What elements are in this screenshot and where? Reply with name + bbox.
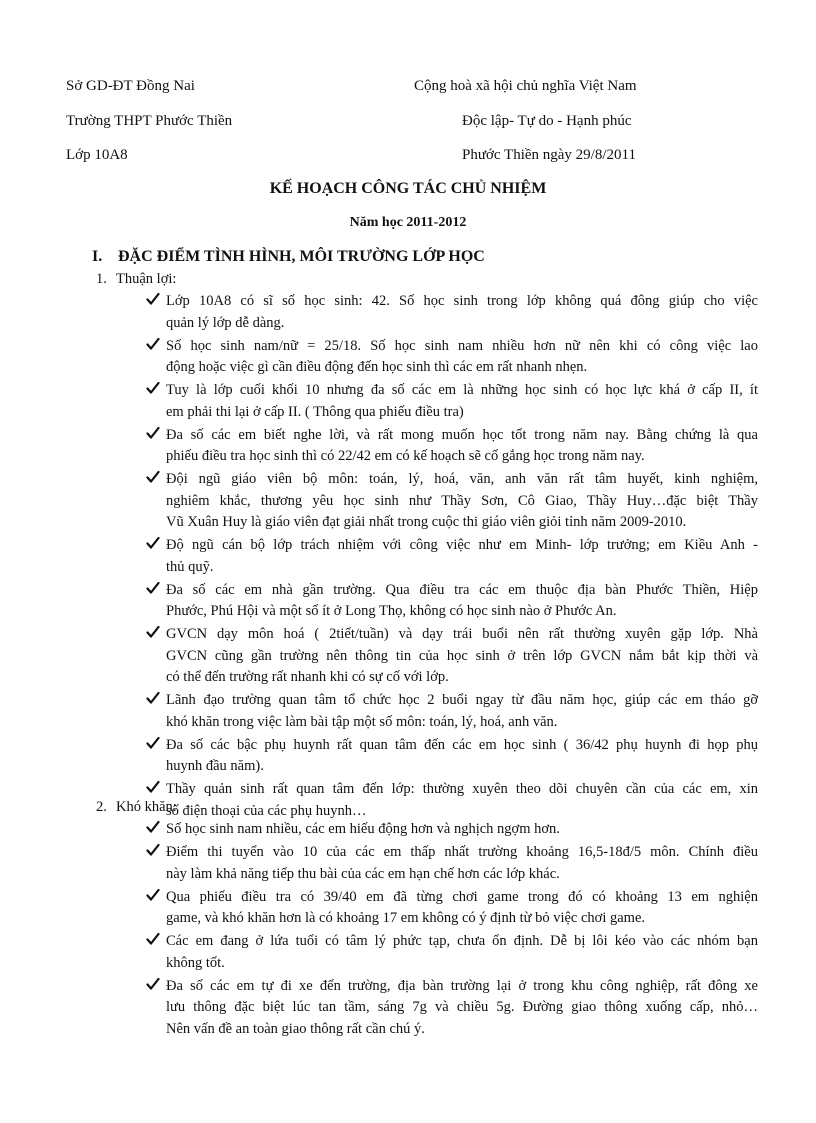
header-right-line-3: Phước Thiền ngày 29/8/2011: [462, 147, 636, 163]
list-item-line: khó khăn trong việc làm bài tập một số môn: toán, lý, hoá, anh văn.: [166, 713, 558, 730]
list-item-line: Đa số các em biết nghe lời, và rất mong muốn học tốt trong năm nay. Bằng chứng là qua: [166, 426, 758, 443]
list-item-line: huynh đầu năm).: [166, 758, 264, 774]
list-item-line: có thể đến trường rất nhanh khi có sự cố với lớp.: [166, 669, 449, 685]
subsection-2-heading: [96, 799, 177, 816]
header-left-line-3: Lớp 10A8: [66, 147, 128, 163]
checkmark-icon: [146, 843, 160, 857]
checkmark-icon: [146, 337, 160, 351]
subsection-1-number: 1.: [96, 271, 107, 287]
list-item-line: Phước, Phú Hội và một số ít ở Long Thọ, không có học sinh nào ở Phước An.: [166, 603, 617, 619]
checkmark-icon: [146, 292, 160, 306]
section-heading: [92, 248, 485, 266]
list-item-line: Đa số các em tự đi xe đến trường, địa bàn trường lại ở trong khu công nghiệp, rất đông xe: [166, 977, 758, 994]
checkmark-icon: [146, 581, 160, 595]
document-subtitle: Năm học 2011-2012: [349, 215, 467, 230]
checkmark-icon: [146, 381, 160, 395]
checkmark-icon: [146, 977, 160, 991]
checkmark-icon: [146, 426, 160, 440]
list-item-line: Đội ngũ giáo viên bộ môn: toán, lý, hoá, văn, anh văn rất tâm huyết, kinh nghiệm,: [166, 471, 758, 487]
list-item-line: thủ quỹ.: [166, 558, 214, 575]
list-item-line: Đa số các em nhà gần trường. Qua điều tra các em thuộc địa bàn Phước Thiền, Hiệp: [166, 581, 758, 598]
list-item-line: Độ ngũ cán bộ lớp trách nhiệm với công việc như em Minh- lớp trưởng; em Kiều Anh -: [166, 537, 758, 553]
list-item-line: Số học sinh nam/nữ = 25/18. Số học sinh nam nhiều hơn nữ nên khi có công việc lao: [166, 337, 758, 354]
section-number: I.: [92, 248, 103, 265]
subsection-1-title: Thuận lợi:: [116, 271, 177, 287]
checkmark-icon: [146, 780, 160, 794]
header-right-line-1: Cộng hoà xã hội chủ nghĩa Việt Nam: [414, 78, 637, 94]
header-left-line-1: Sở GD-ĐT Đồng Nai: [66, 78, 195, 94]
list-item-line: động hoặc việc gì cần điều động đến học sinh thì các em rất nhanh nhẹn.: [166, 359, 588, 375]
header-left-line-2: Trường THPT Phước Thiền: [66, 113, 233, 129]
list-item-line: không tốt.: [166, 954, 225, 971]
list-item-line: em phải thi lại ở cấp II. ( Thông qua phiếu điều tra): [166, 403, 464, 420]
list-item-line: này làm khả năng tiếp thu bài của các em hạn chế hơn các lớp khác.: [166, 865, 560, 882]
list-item-line: lưu thông đặc biệt lúc tan tầm, sáng 7g và chiều 5g. Đường giao thông xuống cấp, nhỏ…: [166, 999, 758, 1015]
subsection-2-number: 2.: [96, 799, 107, 815]
section-title: ĐẶC ĐIỂM TÌNH HÌNH, MÔI TRƯỜNG LỚP HỌC: [118, 248, 485, 265]
list-item-line: quản lý lớp dễ dàng.: [166, 314, 285, 331]
checkmark-icon: [146, 625, 160, 639]
list-item-line: Thầy quản sinh rất quan tâm đến lớp: thường xuyên theo dõi chuyên cần của các em, xin: [166, 781, 758, 797]
checkmark-icon: [146, 888, 160, 902]
list-item-line: Tuy là lớp cuối khối 10 nhưng đa số các em là những học sinh có học lực khá ở cấp II, ít: [166, 382, 758, 398]
header-right-line-2: Độc lập- Tự do - Hạnh phúc: [462, 113, 632, 129]
list-item-line: Điểm thi tuyển vào 10 của các em thấp nhất trường khoảng 16,5-18đ/5 môn. Chính điều: [166, 844, 758, 860]
list-item-line: Qua phiếu điều tra có 39/40 em đã từng chơi game trong đó có khoảng 13 em nghiện: [166, 888, 758, 905]
list-item-line: game, và khó khăn hơn là có khoảng 17 em không có ý định từ bỏ việc chơi game.: [166, 910, 646, 926]
subsection-1-heading: [96, 271, 176, 288]
list-item-line: GVCN cũng gần trường nên thông tin của học sinh ở trên lớp GVCN nắm bắt kịp thời và: [166, 647, 758, 664]
list-item-line: Đa số các bậc phụ huynh rất quan tâm đến các em học sinh ( 36/42 phụ huynh đi họp phụ: [166, 736, 758, 753]
list-item-line: nghiêm khắc, thương yêu học sinh như Thầy Sơn, Cô Giao, Thầy Huy…đặc biệt Thầy: [166, 492, 758, 509]
checkmark-icon: [146, 736, 160, 750]
list-item-line: Các em đang ở lứa tuổi có tâm lý phức tạp, chưa ổn định. Dễ bị lôi kéo vào các nhóm bạn: [166, 933, 758, 949]
list-item-line: số điện thoại của các phụ huynh…: [166, 802, 367, 819]
list-item-line: Lớp 10A8 có sĩ số học sinh: 42. Số học sinh trong lớp không quá đông giúp cho việc: [166, 293, 758, 309]
list-item-line: Nên vấn đề an toàn giao thông rất cần chú ý.: [166, 1020, 425, 1037]
list-item-line: Vũ Xuân Huy là giáo viên đạt giải nhất trong cuộc thi giáo viên giỏi tỉnh năm 2009-2010.: [166, 514, 687, 530]
list-item-line: Số học sinh nam nhiều, các em hiếu động hơn và nghịch ngợm hơn.: [166, 821, 560, 837]
checkmark-icon: [146, 536, 160, 550]
list-item-line: Lãnh đạo trường quan tâm tổ chức học 2 buổi ngay từ đầu năm học, giúp các em tháo gỡ: [166, 692, 758, 708]
checkmark-icon: [146, 470, 160, 484]
subsection-2-title: Khó khăn:: [116, 799, 177, 815]
list-item-line: GVCN dạy môn hoá ( 2tiết/tuần) và dạy trái buổi nên rất thường xuyên gặp lớp. Nhà: [166, 626, 758, 642]
document-title: KẾ HOẠCH CÔNG TÁC CHỦ NHIỆM: [269, 180, 547, 197]
checkmark-icon: [146, 691, 160, 705]
checkmark-icon: [146, 820, 160, 834]
list-item-line: phiếu điều tra học sinh thì có 22/42 em có kế hoạch sẽ cố gắng học trong năm nay.: [166, 448, 645, 464]
checkmark-icon: [146, 932, 160, 946]
